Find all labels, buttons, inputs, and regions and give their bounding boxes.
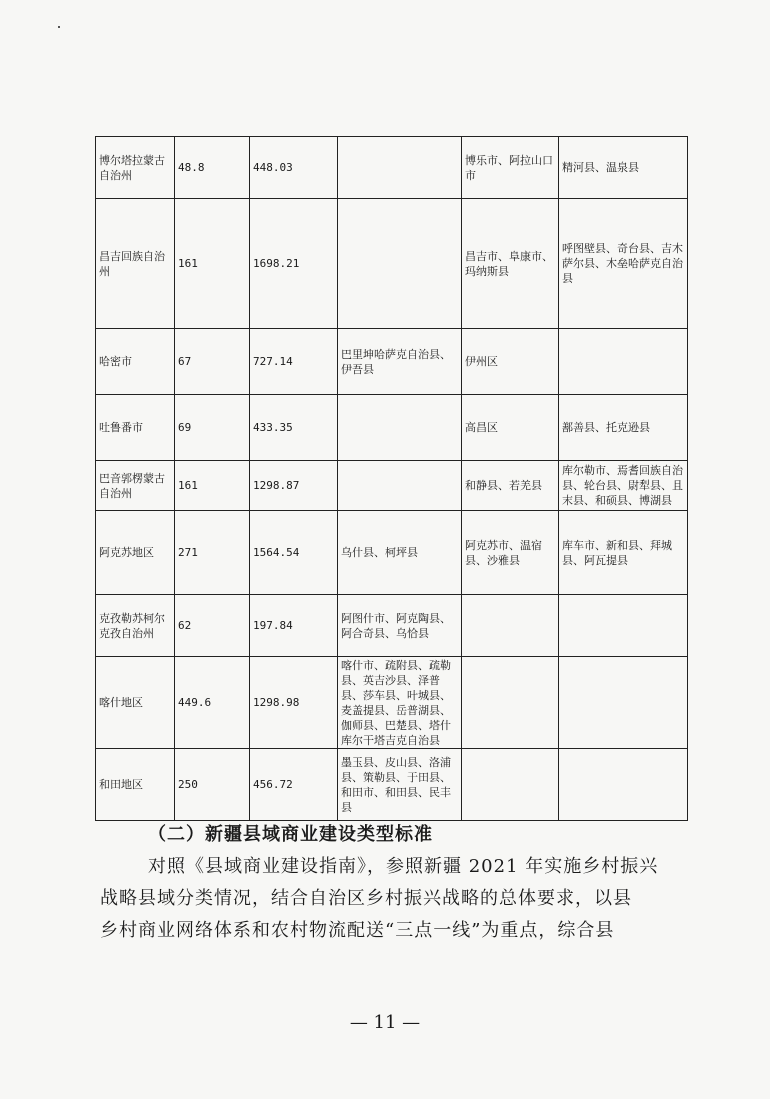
county-list-cell-b: 伊州区	[462, 329, 559, 395]
region-cell: 喀什地区	[96, 657, 175, 749]
table-row	[96, 329, 688, 395]
county-list-cell-c	[559, 329, 688, 395]
table-row	[96, 749, 688, 821]
table-row	[96, 461, 688, 511]
county-list-cell-b	[462, 657, 559, 749]
county-list-cell-a	[338, 137, 462, 199]
paragraph-line-3: 乡村商业网络体系和农村物流配送“三点一线”为重点，综合县	[100, 920, 615, 941]
county-list-cell-b	[462, 749, 559, 821]
paragraph-line-1: 对照《县域商业建设指南》，参照新疆 2021 年实施乡村振兴	[148, 856, 659, 877]
value-cell-1: 69	[175, 395, 250, 461]
table-row	[96, 199, 688, 329]
region-cell: 和田地区	[96, 749, 175, 821]
page-number: — 11 —	[349, 1012, 421, 1033]
value-cell-2: 433.35	[250, 395, 338, 461]
county-list-cell-c: 库车市、新和县、拜城县、阿瓦提县	[559, 511, 688, 595]
region-classification-table	[95, 136, 688, 821]
value-cell-2: 1564.54	[250, 511, 338, 595]
value-cell-2: 456.72	[250, 749, 338, 821]
value-cell-1: 161	[175, 199, 250, 329]
value-cell-1: 449.6	[175, 657, 250, 749]
table-row	[96, 595, 688, 657]
county-list-cell-b: 昌吉市、阜康市、玛纳斯县	[462, 199, 559, 329]
county-list-cell-c	[559, 657, 688, 749]
county-list-cell-c: 鄯善县、托克逊县	[559, 395, 688, 461]
county-list-cell-a	[338, 199, 462, 329]
region-cell: 阿克苏地区	[96, 511, 175, 595]
county-list-cell-c	[559, 749, 688, 821]
value-cell-1: 48.8	[175, 137, 250, 199]
county-list-cell-a: 喀什市、疏附县、疏勒县、英吉沙县、泽普县、莎车县、叶城县、麦盖提县、岳普湖县、伽师县、巴楚县、塔什库尔干塔吉克自治县	[338, 657, 462, 749]
county-list-cell-a	[338, 461, 462, 511]
region-cell: 昌吉回族自治州	[96, 199, 175, 329]
value-cell-2: 1698.21	[250, 199, 338, 329]
county-list-cell-a: 墨玉县、皮山县、洛浦县、策勒县、于田县、和田市、和田县、民丰县	[338, 749, 462, 821]
table-row	[96, 395, 688, 461]
county-list-cell-c	[559, 595, 688, 657]
county-list-cell-a	[338, 395, 462, 461]
county-list-cell-c: 呼图壁县、奇台县、吉木萨尔县、木垒哈萨克自治县	[559, 199, 688, 329]
value-cell-1: 62	[175, 595, 250, 657]
county-list-cell-b	[462, 595, 559, 657]
value-cell-2: 1298.87	[250, 461, 338, 511]
table-row	[96, 137, 688, 199]
value-cell-1: 271	[175, 511, 250, 595]
county-list-cell-c: 精河县、温泉县	[559, 137, 688, 199]
table-row	[96, 511, 688, 595]
county-list-cell-a: 乌什县、柯坪县	[338, 511, 462, 595]
value-cell-2: 727.14	[250, 329, 338, 395]
region-cell: 巴音郭楞蒙古自治州	[96, 461, 175, 511]
county-list-cell-c: 库尔勒市、焉耆回族自治县、轮台县、尉犁县、且末县、和硕县、博湖县	[559, 461, 688, 511]
table-row	[96, 657, 688, 749]
county-list-cell-b: 博乐市、阿拉山口市	[462, 137, 559, 199]
county-list-cell-b: 阿克苏市、温宿县、沙雅县	[462, 511, 559, 595]
region-cell: 博尔塔拉蒙古自治州	[96, 137, 175, 199]
county-list-cell-b: 和静县、若羌县	[462, 461, 559, 511]
value-cell-1: 67	[175, 329, 250, 395]
value-cell-2: 448.03	[250, 137, 338, 199]
paragraph-line-2: 战略县域分类情况，结合自治区乡村振兴战略的总体要求，以县	[100, 888, 632, 909]
value-cell-1: 250	[175, 749, 250, 821]
value-cell-1: 161	[175, 461, 250, 511]
region-cell: 哈密市	[96, 329, 175, 395]
value-cell-2: 197.84	[250, 595, 338, 657]
county-list-cell-a: 阿图什市、阿克陶县、阿合奇县、乌恰县	[338, 595, 462, 657]
value-cell-2: 1298.98	[250, 657, 338, 749]
section-heading: （二）新疆县域商业建设类型标准	[148, 824, 433, 845]
region-cell: 克孜勒苏柯尔克孜自治州	[96, 595, 175, 657]
region-cell: 吐鲁番市	[96, 395, 175, 461]
county-list-cell-b: 高昌区	[462, 395, 559, 461]
scan-speck	[58, 26, 60, 28]
county-list-cell-a: 巴里坤哈萨克自治县、伊吾县	[338, 329, 462, 395]
